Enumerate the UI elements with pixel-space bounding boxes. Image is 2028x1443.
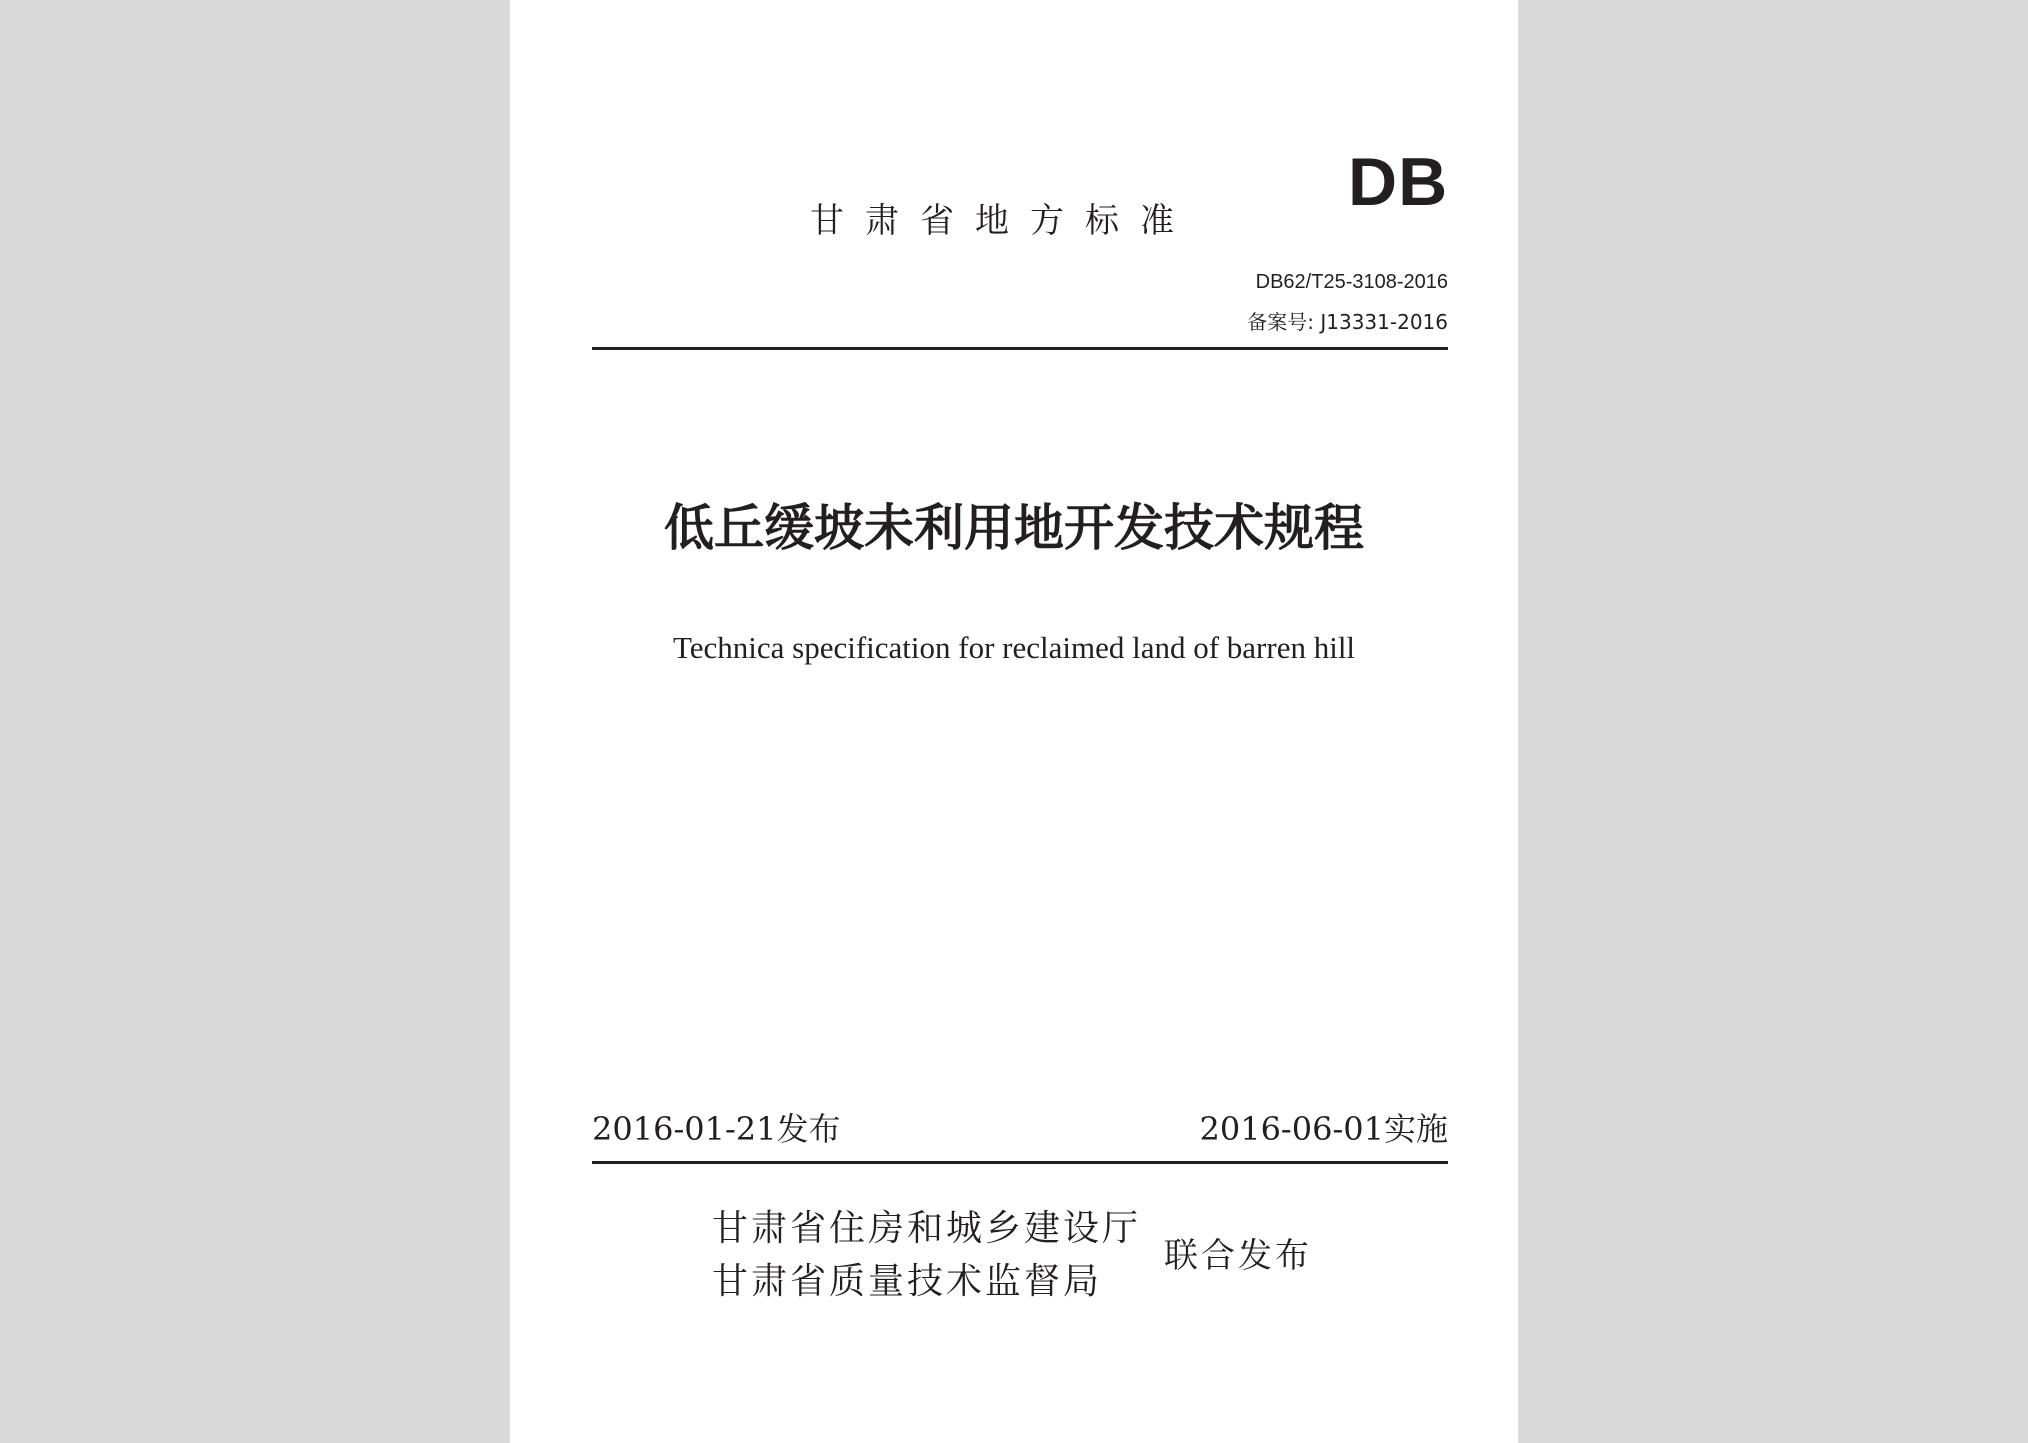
filing-number: 备案号: J13331-2016: [1247, 310, 1448, 334]
document-title-chinese: 低丘缓坡未利用地开发技术规程: [664, 498, 1364, 557]
footer-divider: [592, 1161, 1448, 1164]
document-page: [510, 0, 1518, 1443]
issuer-quality-bureau: 甘肃省质量技术监督局: [712, 1261, 1103, 1302]
document-title-english: Technica specification for reclaimed land of barren hill: [672, 630, 1356, 665]
standard-type-heading: 甘肃省地方标准: [810, 201, 1195, 241]
implementation-date: 2016-06-01实施: [1199, 1110, 1448, 1148]
issue-date: 2016-01-21发布: [592, 1110, 841, 1148]
issuer-housing-department: 甘肃省住房和城乡建设厅: [712, 1208, 1142, 1249]
standard-code: DB62/T25-3108-2016: [1255, 271, 1448, 293]
joint-issue-label: 联合发布: [1164, 1236, 1312, 1276]
header-divider: [592, 347, 1448, 350]
db-logo: DB: [1348, 144, 1449, 220]
